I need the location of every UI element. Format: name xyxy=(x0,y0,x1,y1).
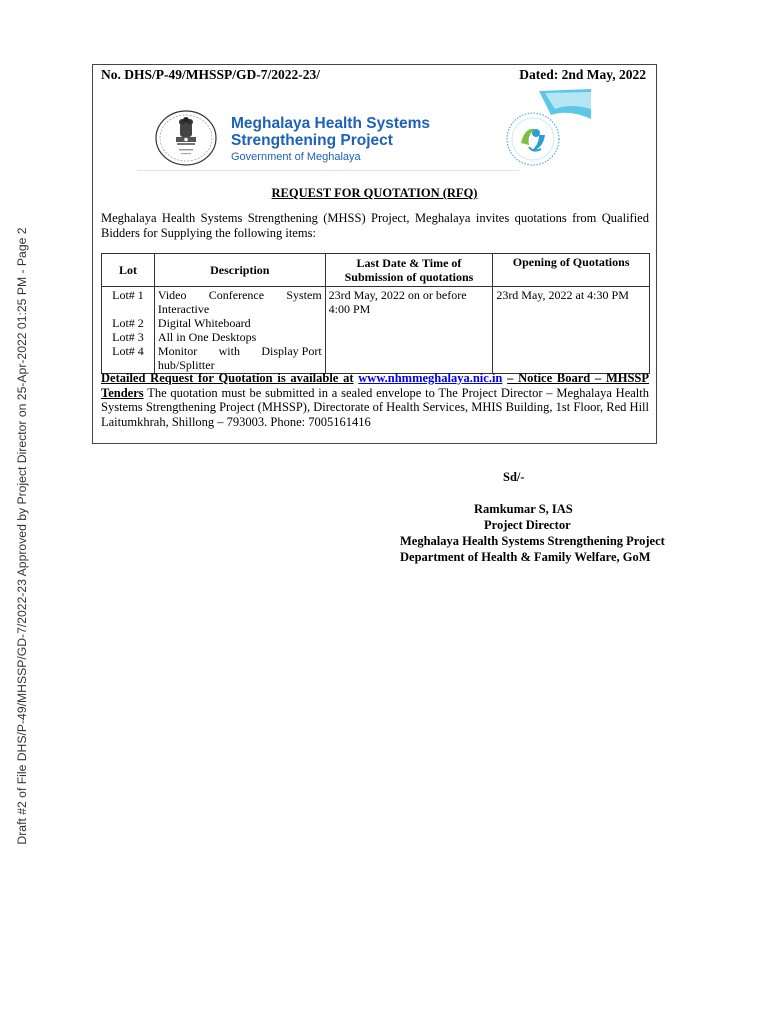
project-brand xyxy=(231,115,430,163)
signatory-name: Ramkumar S, IAS xyxy=(474,502,573,516)
rfq-title: REQUEST FOR QUOTATION (RFQ) xyxy=(271,186,478,200)
notice-frame xyxy=(92,64,657,444)
description-item-monitor: Monitor with Display Port xyxy=(157,344,322,358)
reference-number: No. DHS/P-49/MHSSP/GD-7/2022-23/ xyxy=(101,67,320,82)
header-opening: Opening of Quotations xyxy=(493,254,650,287)
header-lot: Lot xyxy=(102,254,155,287)
signatory-department: Department of Health & Family Welfare, GoM xyxy=(400,550,651,564)
signature-sd: Sd/- xyxy=(503,470,525,484)
brand-subtitle: Government of Meghalaya xyxy=(231,151,361,163)
header-description: Description xyxy=(154,254,325,287)
file-approval-stamp: Draft #2 of File DHS/P-49/MHSSP/GD-7/2022-23 Approved by Project Director on 25-Apr-2022 01:25 PM - Page 2 xyxy=(15,227,29,845)
intro-paragraph: Meghalaya Health Systems Strengthening (MHSS) Project, Meghalaya invites quotations from Qualified Bidders for Supplying the following items: xyxy=(101,211,649,240)
opening-cell: 23rd May, 2022 at 4:30 PM xyxy=(493,287,650,374)
detail-paragraph xyxy=(101,371,649,429)
brand-title-line2: Strengthening Project xyxy=(231,132,393,149)
description-cell xyxy=(154,287,325,374)
lot-label: Lot# 3 xyxy=(112,330,144,344)
description-item-monitor-cont: hub/Splitter xyxy=(157,358,215,372)
table-header-row xyxy=(102,254,650,287)
items-table xyxy=(101,253,650,374)
description-item: All in One Desktops xyxy=(157,330,257,344)
lot-label: Lot# 1 xyxy=(112,288,144,302)
lot-label: Lot# 2 xyxy=(112,316,144,330)
detail-lead-end: – Notice Board – MHSSP Tenders xyxy=(101,371,650,400)
detail-body: The quotation must be submitted in a sealed envelope to The Project Director – Meghalaya Health Systems Strengthening Project (MHSSP), Directorate of Health Services, MHIS Building, 1st Floor, Red Hill Laitumkhrah, Shillong – 793003. Phone: 7005161416 xyxy=(101,385,649,429)
header-divider xyxy=(137,170,519,171)
lot-cell xyxy=(102,287,155,374)
brand-title-line1: Meghalaya Health Systems xyxy=(231,115,431,132)
state-emblem-icon xyxy=(155,109,217,167)
description-item: Video Conference System Interactive xyxy=(157,288,322,316)
table-row xyxy=(102,287,650,374)
header-last-date: Last Date & Time of Submission of quotations xyxy=(325,254,493,287)
notice-date: Dated: 2nd May, 2022 xyxy=(519,67,646,82)
project-logo-icon xyxy=(499,89,591,169)
website-link[interactable]: www.nhmmeghalaya.nic.in xyxy=(358,371,503,385)
detail-lead: Detailed Request for Quotation is available at xyxy=(101,371,354,385)
signatory-designation: Project Director xyxy=(484,518,571,532)
description-item: Digital Whiteboard xyxy=(157,316,251,330)
lot-label: Lot# 4 xyxy=(112,344,144,358)
last-date-cell: 23rd May, 2022 on or before 4:00 PM xyxy=(325,287,493,374)
signatory-organisation: Meghalaya Health Systems Strengthening Project xyxy=(400,534,665,548)
